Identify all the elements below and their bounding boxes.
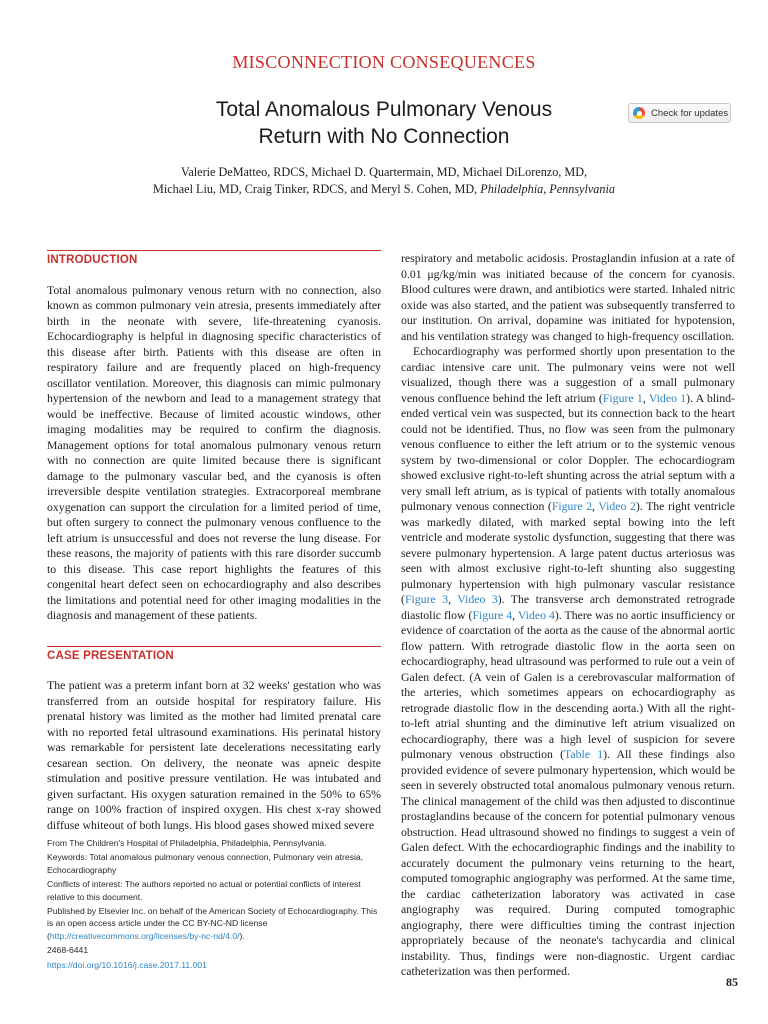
authors-line-2 bbox=[60, 181, 708, 198]
table-1-link[interactable]: Table 1 bbox=[564, 747, 604, 761]
check-for-updates-button[interactable] bbox=[628, 103, 731, 123]
issn-note: 2468-6441 bbox=[47, 945, 89, 956]
right-paragraph-1: respiratory and metabolic acidosis. Prostaglandin infusion at a rate of 0.01 μg/kg/min was initiated because of the concern for cyanosis. Blood cultures were drawn, and antibiotics were started. Inhaled nitric oxide was also started, and the patient was subsequently transferred to our institution. On arrival, dopamine was initiated for hypotension, and his ventilation strategy was changed to high-frequency oscillation. bbox=[401, 251, 735, 343]
affiliation-note: From The Children's Hospital of Philadelphia, Philadelphia, Pennsylvania. bbox=[47, 838, 327, 848]
page-number: 85 bbox=[726, 975, 738, 989]
section-label: MISCONNECTION CONSEQUENCES bbox=[232, 52, 536, 72]
figure-1-link[interactable]: Figure 1 bbox=[602, 390, 643, 405]
authors-location: Philadelphia, Pennsylvania bbox=[480, 182, 615, 196]
title-line-2: Return with No Connection bbox=[258, 125, 510, 148]
check-for-updates-label: Check for updates bbox=[651, 107, 729, 119]
keywords-note: Keywords: Total anomalous pulmonary venous connection, Pulmonary vein atresia, Echocardiography bbox=[47, 852, 364, 875]
case-presentation-text: The patient was a preterm infant born at 32 weeks' gestation who was transferred from an outside hospital for respiratory failure. His prenatal history was limited as the mother had limited prenatal care with no reported fetal ultrasound examinations. His perinatal history was remarkable for persistent late decelerations necessitating early cesarean section. On delivery, the neonate was apneic despite stimulation and positive pressure ventilation. He was intubated and given surfactant. His oxygen saturation remained in the 50% to 65% range on 100% fraction of inspired oxygen. His chest x-ray showed diffuse whiteout of both lungs. His blood gases showed mixed severe bbox=[47, 678, 381, 832]
right-column bbox=[401, 251, 735, 980]
doi-link-line bbox=[47, 959, 381, 971]
left-column bbox=[47, 250, 381, 833]
introduction-heading: INTRODUCTION bbox=[47, 250, 381, 273]
video-3-link[interactable]: Video 3 bbox=[457, 592, 498, 606]
authors-line-1: Valerie DeMatteo, RDCS, Michael D. Quartermain, MD, Michael DiLorenzo, MD, bbox=[180, 165, 588, 179]
figure-3-link[interactable]: Figure 3 bbox=[404, 592, 449, 606]
right-paragraph-2: Echocardiography was performed shortly upon presentation to the cardiac intensive care unit. The pulmonary veins were not well visualized, though there was a suggestion of a small pulmonary venous confluence behind the left atrium (Figure 1, Video 1). A blind-ended vertical vein was suspected, but its connection back to the heart could not be identified. Thus, no flow was seen from the pulmonary venous confluence to either the left atrium or to the systemic venous system by two-dimensional or color Doppler. The echocardiogram showed exclusive right-to-left shunting across the atrial septum with a very small left atrium, as is typical of patients with totally anomalous pulmonary venous connection (Figure 2, Video 2). The right ventricle was markedly dilated, with marked septal bowing into the left ventricle and moderate systolic dysfunction, suggesting that there was severe pulmonary hypertension. A large patent ductus arteriosus was seen with almost exclusive right-to-left shunting also suggesting pulmonary hypertension with high pulmonary vascular resistance (Figure 3, Video 3). The transverse arch demonstrated retrograde diastolic flow (Figure 4, Video 4). There was no aortic insufficiency or evidence of coarctation of the aorta as the cause of the abnormal aortic flow pattern. With retrograde diastolic flow in the aorta seen on echocardiography, head ultrasound was performed to rule out a vein of Galen defect. (A vein of Galen is a cerebrovascular malformation of the arteries, which sometimes appears on echocardiography as retrograde diastolic flow in the descending aorta.) With all the right-to-left atrial shunting and the diminutive left atrium visualized on echocardiography, there was a high level of suspicion for severe pulmonary venous obstruction (Table 1). All these findings also provided evidence of severe pulmonary hypertension, which would be seen in severely obstructed total anomalous pulmonary venous return. The clinical management of the child was then adjusted to discontinue prostaglandins because of the concern for potential pulmonary venous obstruction. Head ultrasound showed no findings to suggest a vein of Galen defect. With the echocardiographic findings and the inability to accurately document the pulmonary veins returning to the heart, computed tomographic angiography was performed. At the same time, the cardiac catheterization laboratory was activated in case angiography was required. During computed tomographic angiography, there were difficulties timing the contrast injection appropriately because of the neonate's tachycardia and clinical instability. Thus, findings were non-diagnostic. Urgent cardiac catheterization was then performed. bbox=[401, 344, 736, 978]
conflicts-note: Conflicts of interest: The authors reported no actual or potential conflicts of interest relative to this document. bbox=[47, 879, 361, 902]
title-line-1: Total Anomalous Pulmonary Venous bbox=[215, 98, 553, 121]
crossmark-icon bbox=[633, 107, 645, 119]
article-title bbox=[130, 96, 638, 150]
footnotes bbox=[47, 837, 381, 973]
figure-4-link[interactable]: Figure 4 bbox=[472, 607, 513, 622]
introduction-text: Total anomalous pulmonary venous return with no connection, also known as common pulmonary vein atresia, presents immediately after birth in the neonate with severe, life-threatening cyanosis. Echocardiography is helpful in diagnosing specific characteristics of this disease after birth. Patients with this disease are often in respiratory failure and are frequently placed on high-frequency oscillator ventilation. Moreover, this diagnosis can mimic pulmonary hypertension of the newborn and lead to a management strategy that would be ineffective. Because of limited acoustic windows, other imaging modalities may be required to confirm the diagnosis. Management options for total anomalous pulmonary venous return with no connection are quite limited because there is significant damage to the pulmonary vascular bed, and the cyanosis is often irreversible despite ventilation strategies. Extracorporeal membrane oxygenation can support the circulation for a limited period of time, but often surgery to connect the pulmonary venous confluence to the left atrium is unsuccessful and does not reverse the lung disease. For these reasons, the majority of patients with this rare disorder succumb to this disease. This case report highlights the features of this congenital heart defect seen on echocardiography and also describes the limitations and potential need for other imaging modalities in the diagnosis and management of these patients. bbox=[47, 282, 381, 622]
license-link[interactable]: http://creativecommons.org/licenses/by-nc-nd/4.0/ bbox=[49, 930, 240, 941]
author-list bbox=[60, 164, 708, 198]
license-note: Published by Elsevier Inc. on behalf of the American Society of Echocardiography. This is an open access article under the CC BY-NC-ND license (http://creativecommons.org/licenses/by-nc-nd/4.0/). bbox=[47, 906, 378, 941]
authors-names: Michael Liu, MD, Craig Tinker, RDCS, and Meryl S. Cohen, MD, bbox=[153, 182, 478, 196]
doi-link[interactable]: https://doi.org/10.1016/j.case.2017.11.001 bbox=[47, 959, 207, 970]
figure-2-link[interactable]: Figure 2 bbox=[551, 499, 593, 513]
video-2-link[interactable]: Video 2 bbox=[598, 499, 636, 513]
video-4-link[interactable]: Video 4 bbox=[517, 607, 555, 622]
case-presentation-heading: CASE PRESENTATION bbox=[47, 646, 381, 669]
video-1-link[interactable]: Video 1 bbox=[648, 390, 687, 405]
